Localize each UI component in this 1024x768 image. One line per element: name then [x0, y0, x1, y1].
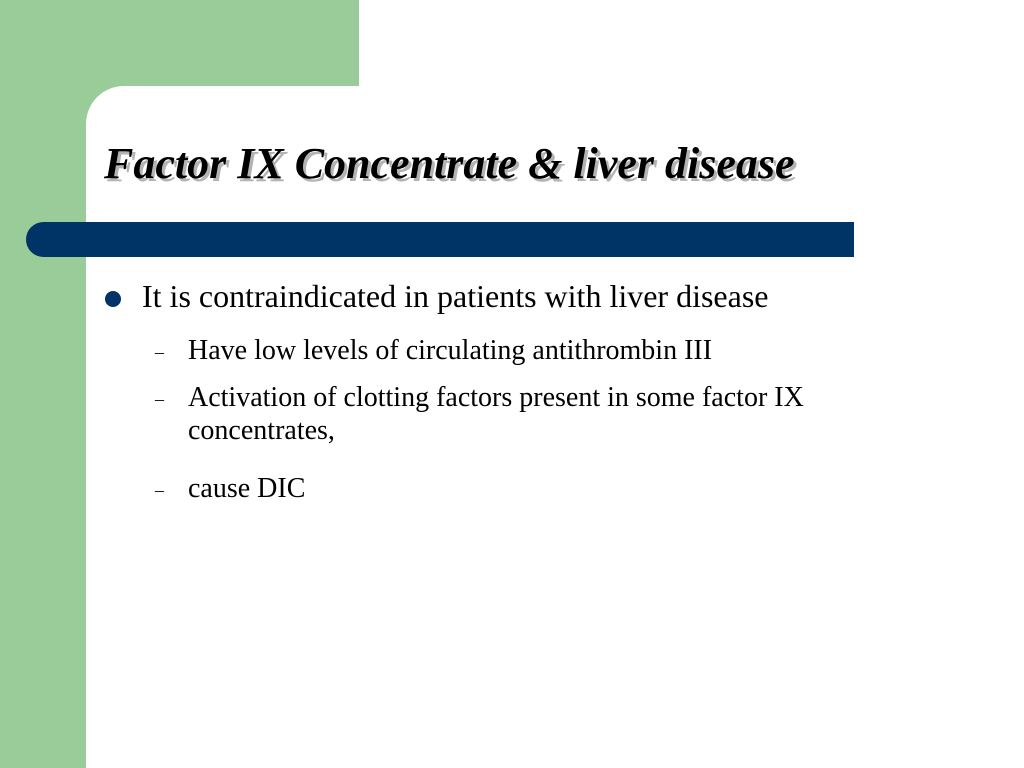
slide-title: Factor IX Concentrate & liver disease: [104, 139, 795, 188]
dash-icon: –: [155, 389, 164, 409]
dash-icon: –: [155, 342, 164, 362]
dash-icon: –: [155, 480, 164, 500]
sub-bullet-text: cause DIC: [188, 473, 306, 504]
bullet-dot-icon: [105, 291, 121, 307]
sub-bullet-item: [155, 472, 955, 505]
sub-bullet-text: Activation of clotting factors present in some factor IX concentrates,: [188, 382, 804, 446]
sub-bullet-item: [155, 334, 955, 367]
sub-bullet-item: [155, 381, 955, 447]
bullet-item: [105, 276, 985, 316]
bullet-text: It is contraindicated in patients with liver disease: [142, 278, 769, 314]
sub-bullet-text: Have low levels of circulating antithrombin III: [188, 335, 713, 366]
